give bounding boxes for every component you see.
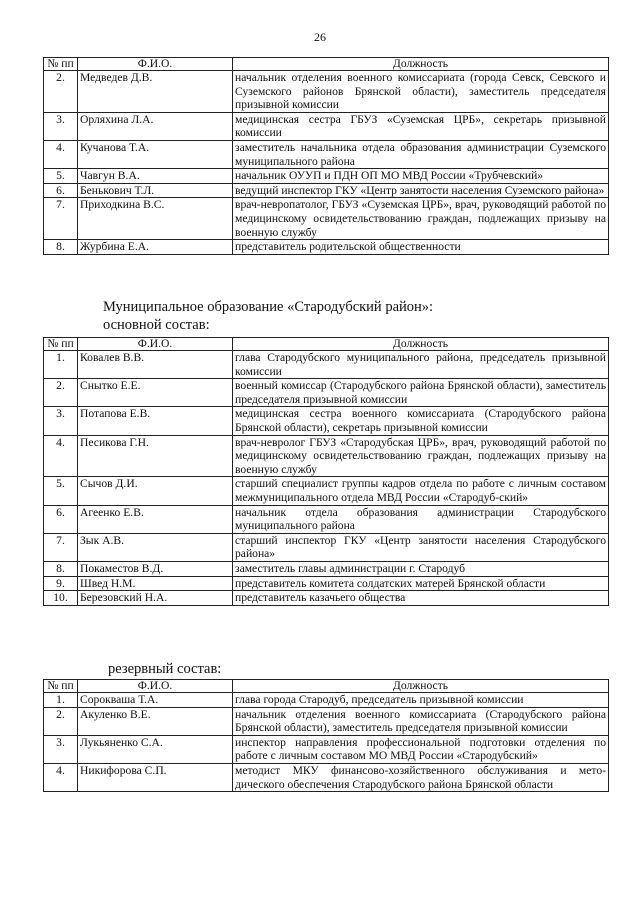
cell-name: Акуленко В.Е.	[78, 707, 233, 735]
cell-name: Приходкина В.С.	[78, 198, 233, 240]
header-name: Ф.И.О.	[78, 680, 233, 693]
table-row	[44, 505, 609, 533]
header-num: № пп	[44, 58, 78, 71]
cell-num: 5.	[44, 477, 78, 505]
cell-name: Орляхина Л.А.	[78, 112, 233, 140]
page-number: 26	[314, 30, 326, 44]
cell-name: Ковалев В.В.	[78, 351, 233, 379]
cell-position: инспектор направления профессиональной подготовки отделения по работе с личным составом МО МВД России «Стародубский»	[233, 735, 609, 763]
cell-name: Швед Н.М.	[78, 576, 233, 591]
cell-position: заместитель начальника отдела образования администрации Суземского муниципального района	[233, 140, 609, 168]
table-row	[44, 763, 609, 791]
cell-num: 10.	[44, 591, 78, 606]
header-name: Ф.И.О.	[78, 58, 233, 71]
table-row	[44, 169, 609, 184]
cell-name: Лукьяненко С.А.	[78, 735, 233, 763]
cell-name: Агеенко Е.В.	[78, 505, 233, 533]
cell-num: 4.	[44, 763, 78, 791]
cell-num: 2.	[44, 707, 78, 735]
cell-num: 2.	[44, 71, 78, 113]
cell-position: начальник отделения военного комиссариата (Стародубского района Брянской области), заместитель председателя призывной комиссии	[233, 707, 609, 735]
cell-name: Березовский Н.А.	[78, 591, 233, 606]
table-row	[44, 533, 609, 561]
table-row	[44, 140, 609, 168]
table-header-row	[44, 338, 609, 351]
cell-name: Медведев Д.В.	[78, 71, 233, 113]
cell-name: Песикова Г.Н.	[78, 435, 233, 477]
header-position: Должность	[233, 58, 609, 71]
cell-name: Сорокваша Т.А.	[78, 693, 233, 708]
table-row	[44, 693, 609, 708]
table-row	[44, 735, 609, 763]
cell-position: ведущий инспектор ГКУ «Центр занятости населения Суземского района»	[233, 183, 609, 198]
table-row	[44, 591, 609, 606]
cell-position: методист МКУ финансово-хозяйственного обслуживания и мето-дического обеспечения Стародубского района Брянской области	[233, 763, 609, 791]
cell-position: глава Стародубского муниципального района, председатель призывной комиссии	[233, 351, 609, 379]
cell-num: 9.	[44, 576, 78, 591]
cell-name: Бенькович Т.Л.	[78, 183, 233, 198]
cell-name: Кучанова Т.А.	[78, 140, 233, 168]
table-row	[44, 240, 609, 255]
header-position: Должность	[233, 338, 609, 351]
header-num: № пп	[44, 338, 78, 351]
cell-position: глава города Стародуб, председатель призывной комиссии	[233, 693, 609, 708]
cell-position: представитель родительской общественности	[233, 240, 609, 255]
cell-position: военный комиссар (Стародубского района Брянской области), заместитель председателя призывной комиссии	[233, 379, 609, 407]
table-row	[44, 183, 609, 198]
commission-table-suzemka	[43, 57, 609, 255]
table-row	[44, 477, 609, 505]
cell-name: Зык А.В.	[78, 533, 233, 561]
table-row	[44, 351, 609, 379]
table-body	[44, 351, 609, 606]
cell-position: начальник отдела образования администрации Стародубского муниципального района	[233, 505, 609, 533]
table-body	[44, 71, 609, 255]
table-row	[44, 379, 609, 407]
cell-num: 7.	[44, 198, 78, 240]
cell-position: врач-невролог ГБУЗ «Стародубская ЦРБ», врач, руководящий работой по медицинскому освидетельствованию граждан, подлежащих призыву на военную службу	[233, 435, 609, 477]
commission-table-starodub-reserve	[43, 679, 609, 792]
table-row	[44, 561, 609, 576]
cell-position: заместитель главы администрации г. Стародуб	[233, 561, 609, 576]
cell-num: 3.	[44, 112, 78, 140]
cell-num: 5.	[44, 169, 78, 184]
cell-num: 3.	[44, 407, 78, 435]
cell-num: 6.	[44, 183, 78, 198]
table-row	[44, 435, 609, 477]
table-row	[44, 576, 609, 591]
cell-name: Никифорова С.П.	[78, 763, 233, 791]
cell-position: старший специалист группы кадров отдела по работе с личным составом межмуниципального отдела МВД России «Стародуб-ский»	[233, 477, 609, 505]
table-row	[44, 707, 609, 735]
cell-position: начальник ОУУП и ПДН ОП МО МВД России «Трубчевский»	[233, 169, 609, 184]
cell-name: Снытко Е.Е.	[78, 379, 233, 407]
cell-num: 2.	[44, 379, 78, 407]
cell-name: Покаместов В.Д.	[78, 561, 233, 576]
header-name: Ф.И.О.	[78, 338, 233, 351]
cell-num: 1.	[44, 693, 78, 708]
cell-position: врач-невропатолог, ГБУЗ «Суземская ЦРБ», врач, руководящий работой по медицинскому освидетельствованию граждан, подлежащих призыву на военную службу	[233, 198, 609, 240]
cell-name: Чавгун В.А.	[78, 169, 233, 184]
cell-position: медицинская сестра военного комиссариата (Стародубского района Брянской области), секретарь призывной комиссии	[233, 407, 609, 435]
cell-name: Сычов Д.И.	[78, 477, 233, 505]
table-header-row	[44, 58, 609, 71]
commission-table-starodub-main	[43, 337, 609, 606]
section-title-starodub: Муниципальное образование «Стародубский район»:	[103, 299, 434, 315]
cell-num: 7.	[44, 533, 78, 561]
table-header-row	[44, 680, 609, 693]
table-row	[44, 198, 609, 240]
cell-num: 8.	[44, 240, 78, 255]
cell-num: 4.	[44, 140, 78, 168]
table-body	[44, 693, 609, 792]
cell-num: 4.	[44, 435, 78, 477]
section-subtitle-main: основной состав:	[103, 317, 210, 333]
cell-position: старший инспектор ГКУ «Центр занятости населения Стародубского района»	[233, 533, 609, 561]
cell-name: Журбина Е.А.	[78, 240, 233, 255]
table-row	[44, 112, 609, 140]
cell-num: 1.	[44, 351, 78, 379]
cell-position: представитель казачьего общества	[233, 591, 609, 606]
header-num: № пп	[44, 680, 78, 693]
table-row	[44, 407, 609, 435]
cell-position: медицинская сестра ГБУЗ «Суземская ЦРБ», секретарь призывной комиссии	[233, 112, 609, 140]
header-position: Должность	[233, 680, 609, 693]
cell-num: 6.	[44, 505, 78, 533]
cell-name: Потапова Е.В.	[78, 407, 233, 435]
table-row	[44, 71, 609, 113]
cell-num: 8.	[44, 561, 78, 576]
cell-position: начальник отделения военного комиссариата (города Севск, Севского и Суземского районов Брянской области), заместитель председателя призывной комиссии	[233, 71, 609, 113]
cell-num: 3.	[44, 735, 78, 763]
cell-position: представитель комитета солдатских матерей Брянской области	[233, 576, 609, 591]
section-subtitle-reserve: резервный состав:	[108, 661, 222, 677]
